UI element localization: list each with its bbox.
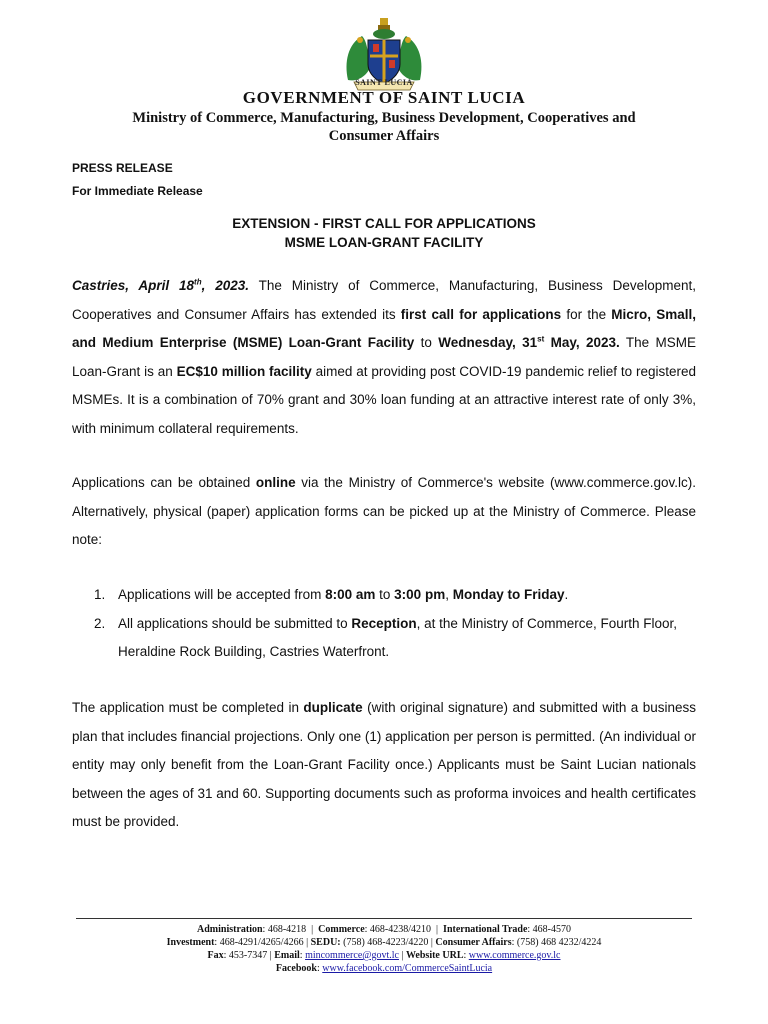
list-2-bold-1: Reception [351,615,417,631]
press-release-label: PRESS RELEASE [72,161,173,175]
footer-line-3: Fax: 453-7347 | Email: mincommerce@govt.lc | Website URL: www.commerce.gov.lc [207,950,561,961]
separator: | [436,924,439,935]
consumer-phone: : (758) 468 4232/4224 [511,937,602,948]
fax-number: : 453-7347 [223,950,268,961]
paragraph-2 [72,469,696,555]
website-link[interactable]: www.commerce.gov.lc [468,950,561,961]
list-number: 2. [94,615,106,631]
paragraph-3 [72,694,696,837]
headline [0,214,768,252]
separator: | [401,950,404,961]
p3-text-2: (with original signature) and submitted with a business plan that includes financial projections. Only one (1) application per person is permitted. (An individual or entity may only benefit from the Loan-Grant Facility once.) Applicants must be Saint Lucian nationals between the ages of 31 and 60. Supporting documents such as proforma invoices and health certificates must be provided. [72,700,696,829]
list-1-bold-3: Monday to Friday [452,587,565,602]
release-labels [72,157,203,203]
p1-bold-1: first call for applications [400,306,562,322]
email-link[interactable]: mincommerce@govt.lc [305,950,399,961]
p1-text-4: The MSME Loan-Grant is an [72,335,697,379]
dateline-superscript: th [194,277,202,287]
list-1-text-2: to [375,587,395,602]
p1-text-2: for the [561,306,612,322]
p2-bold-1: online [255,475,296,490]
paragraph-1 [72,272,696,443]
commerce-phone: : 468-4238/4210 [364,924,432,935]
p1-text-5: aimed at providing post COVID-19 pandemic relief to registered MSMEs. It is a combination of 70% grant and 30% loan funding at an attractive interest rate of only 3%, with minimum collateral requirements. [72,363,696,436]
p3-bold-1: duplicate [303,700,363,715]
fax-label: Fax [207,950,224,961]
investment-phone: : 468-4291/4265/4266 [214,937,304,948]
separator: | [430,937,433,948]
sedu-phone: (758) 468-4223/4220 [340,937,429,948]
p1-text-1: The Ministry of Commerce, Manufacturing, Business Development, Cooperatives and Consumer Affairs has extended its [72,278,696,322]
dateline-text: Castries, April 18 [72,278,195,293]
list-text [118,581,696,610]
p1-text-3: to [414,335,439,350]
footer-line-2 [76,936,692,949]
list-2-text-2: , at the Ministry of Commerce, Fourth Floor, Heraldine Rock Building, Castries Waterfront. [118,615,677,659]
investment-label: Investment [166,937,215,948]
list-item [72,581,696,610]
ministry-line-2: Consumer Affairs [328,128,440,144]
ministry-line-1: Ministry of Commerce, Manufacturing, Business Development, Cooperatives and [132,110,636,126]
list-2-text-1: All applications should be submitted to [118,615,352,631]
footer-divider [76,918,692,919]
p2-text-2: via the Ministry of Commerce's website (www.commerce.gov.lc). Alternatively, physical (paper) application forms can be picked up at the Ministry of Commerce. Please note: [72,475,696,547]
deadline-date [438,335,620,350]
headline-line-1: EXTENSION - FIRST CALL FOR APPLICATIONS [232,216,536,231]
website-label: Website URL [405,950,464,961]
commerce-label: Commerce [318,924,365,935]
consumer-label: Consumer Affairs [435,937,512,948]
dateline [72,278,249,293]
list-1-text-3: , [445,587,453,602]
ministry-name [60,109,708,145]
admin-label: Administration [196,924,263,935]
list-number: 1. [94,587,106,602]
deadline-month-year: May, 2023. [544,335,620,350]
separator: | [306,937,309,948]
separator: | [269,950,272,961]
list-1-bold-2: 3:00 pm [394,587,446,602]
list-text [118,610,696,667]
list-1-text-1: Applications will be accepted from [118,587,326,602]
admin-phone: : 468-4218 [262,924,307,935]
footer-line-1 [76,923,692,936]
facebook-label: Facebook [275,963,317,974]
p3-text-1: The application must be completed in [72,700,304,715]
p1-bold-2: Micro, Small, and Medium Enterprise (MSME) Loan-Grant Facility [72,306,696,350]
trade-label: International Trade [443,924,528,935]
separator: | [311,924,314,935]
p2-text-1: Applications can be obtained [72,475,256,490]
list-item [72,610,696,667]
list-1-text-4: . [564,587,569,602]
facebook-link[interactable]: www.facebook.com/CommerceSaintLucia [322,963,493,974]
government-title: GOVERNMENT OF SAINT LUCIA [242,88,526,107]
instructions-list [72,581,696,667]
email-label: Email [274,950,300,961]
deadline-day: Wednesday, 31 [438,335,538,350]
headline-line-2: MSME LOAN-GRANT FACILITY [284,235,484,250]
p1-bold-4: EC$10 million facility [176,363,312,379]
sedu-label: SEDU: [310,937,341,948]
dateline-year: , 2023. [201,278,249,293]
immediate-release-label: For Immediate Release [72,184,203,198]
deadline-superscript: st [537,334,545,344]
crest-caption: SAINT LUCIA [355,78,413,87]
list-1-bold-1: 8:00 am [325,587,376,602]
trade-phone: : 468-4570 [527,924,572,935]
contact-footer [76,923,692,975]
footer-line-4: Facebook: www.facebook.com/CommerceSaintLucia [275,963,493,974]
